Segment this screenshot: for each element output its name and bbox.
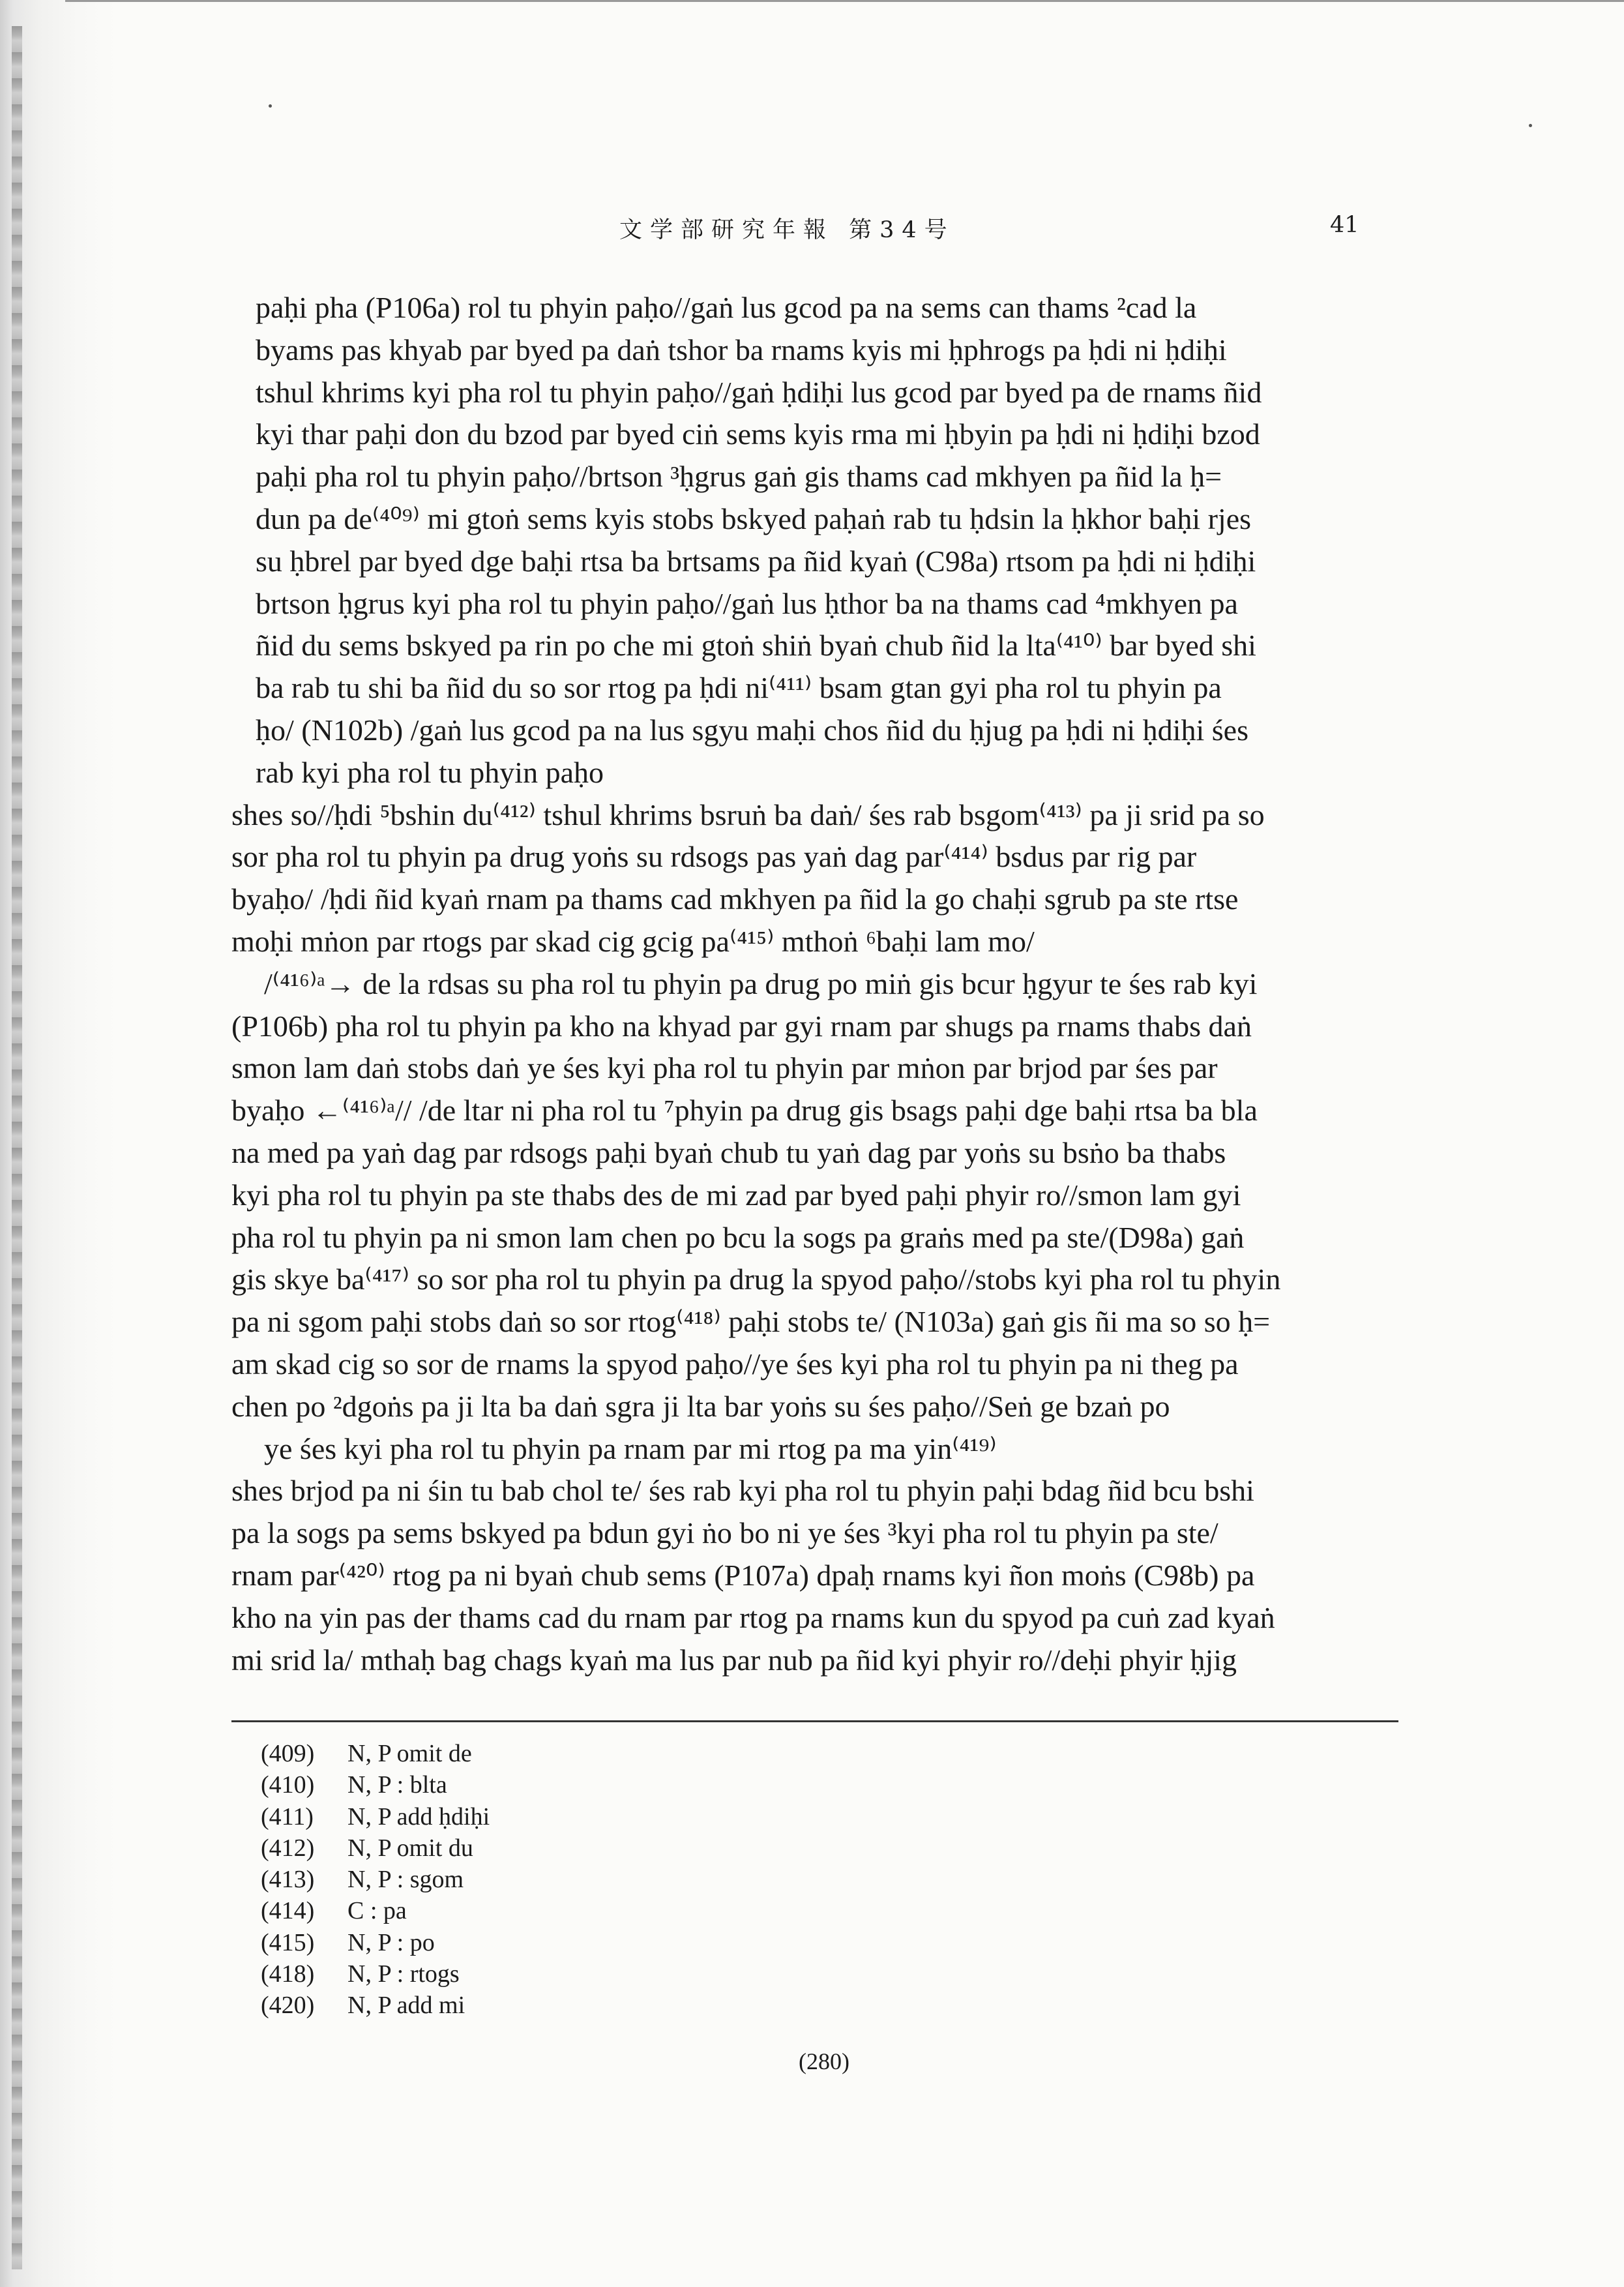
text-line: shes brjod pa ni śin tu bab chol te/ śes rab kyi pha rol tu phyin paḥi bdag ñid bcu bshi: [231, 1474, 1254, 1508]
footnote-text: N, P add ḥdiḥi: [347, 1802, 490, 1831]
footnote-text: N, P add mi: [347, 1992, 465, 2020]
text-line: tshul khrims kyi pha rol tu phyin paḥo//gaṅ ḥdiḥi lus gcod par byed pa de rnams ñid: [256, 375, 1262, 409]
footnote-number: (415): [261, 1928, 315, 1956]
footnote-text: N, P : po: [347, 1928, 435, 1956]
footnote-rule: [231, 1720, 1398, 1722]
binding-shadow: [0, 0, 117, 2287]
footnote-number: (414): [261, 1897, 315, 1925]
text-line: kyi pha rol tu phyin pa ste thabs des de mi zad par byed paḥi phyir ro//smon lam gyi: [231, 1178, 1241, 1212]
scan-speck: [1529, 124, 1532, 127]
footnote-text: N, P : blta: [347, 1771, 447, 1799]
footnote-number: (411): [261, 1802, 314, 1831]
footnote-text: N, P omit du: [347, 1834, 473, 1862]
text-line: dun pa de⁽⁴⁰⁹⁾ mi gtoṅ sems kyis stobs bskyed paḥaṅ rab tu ḥdsin la ḥkhor baḥi rjes: [256, 501, 1252, 535]
footnote: [261, 1832, 490, 1864]
footnote-number: (413): [261, 1866, 315, 1894]
text-line: chen po ²dgoṅs pa ji lta ba daṅ sgra ji lta bar yoṅs su śes paḥo//Seṅ ge bzaṅ po: [231, 1389, 1170, 1423]
text-line: paḥi pha (P106a) rol tu phyin paḥo//gaṅ lus gcod pa na sems can thams ²cad la: [256, 291, 1197, 324]
text-line: su ḥbrel par byed dge baḥi rtsa ba brtsams pa ñid kyaṅ (C98a) rtsom pa ḥdi ni ḥdiḥi: [256, 544, 1256, 578]
text-line: smon lam daṅ stobs daṅ ye śes kyi pha rol tu phyin par mṅon par brjod par śes par: [231, 1051, 1218, 1085]
header-page-number: 41: [1330, 212, 1359, 238]
text-line: mi srid la/ mthaḥ bag chags kyaṅ ma lus par nub pa ñid kyi phyir ro//deḥi phyir ḥjig: [231, 1643, 1237, 1677]
journal-title: 文学部研究年報 第34号: [619, 217, 955, 243]
text-line: gis skye ba⁽⁴¹⁷⁾ so sor pha rol tu phyin pa drug la spyod paḥo//stobs kyi pha rol tu phyin: [231, 1263, 1281, 1296]
binding-edge: [12, 26, 22, 2269]
text-line: ye śes kyi pha rol tu phyin pa rnam par mi rtog pa ma yin⁽⁴¹⁹⁾: [264, 1431, 997, 1465]
text-line: byaḥo/ /ḥdi ñid kyaṅ rnam pa thams cad mkhyen pa ñid la go chaḥi sgrub pa ste rtse: [231, 882, 1239, 916]
footnote: [261, 1895, 490, 1926]
text-line: ḥo/ (N102b) /gaṅ lus gcod pa na lus sgyu maḥi chos ñid du ḥjug pa ḥdi ni ḥdiḥi śes: [256, 713, 1248, 747]
text-line: pa ni sgom paḥi stobs daṅ so sor rtog⁽⁴¹⁸⁾ paḥi stobs te/ (N103a) gaṅ gis ñi ma so so ḥ=: [231, 1305, 1271, 1339]
body-text: [231, 287, 1398, 1681]
text-line: kyi thar paḥi don du bzod par byed ciṅ sems kyis rma mi ḥbyin pa ḥdi ni ḥdiḥi bzod: [256, 417, 1260, 451]
footnote-number: (418): [261, 1960, 315, 1988]
text-line: /⁽⁴¹⁶⁾ᵃ→ de la rdsas su pha rol tu phyin pa drug po miṅ gis bcur ḥgyur te śes rab kyi: [264, 966, 1258, 1000]
footnote-text: N, P omit de: [347, 1740, 472, 1767]
footer-page-number: (280): [799, 2048, 849, 2074]
text-line: sor pha rol tu phyin pa drug yoṅs su rdsogs pas yaṅ dag par⁽⁴¹⁴⁾ bsdus par rig par: [231, 840, 1197, 874]
footnote-text: C : pa: [347, 1897, 407, 1925]
footnote-number: (409): [261, 1740, 315, 1767]
text-line: (P106b) pha rol tu phyin pa kho na khyad par gyi rnam par shugs pa rnams thabs daṅ: [231, 1009, 1252, 1043]
footnote-number: (420): [261, 1992, 315, 2020]
text-line: na med pa yaṅ dag par rdsogs paḥi byaṅ chub tu yaṅ dag par yoṅs su bsṅo ba thabs: [231, 1135, 1226, 1169]
text-line: am skad cig so sor de rnams la spyod paḥo//ye śes kyi pha rol tu phyin pa ni theg pa: [231, 1347, 1239, 1381]
text-line: moḥi mṅon par rtogs par skad cig gcig pa⁽⁴¹⁵⁾ mthoṅ ⁶baḥi lam mo/: [231, 924, 1035, 958]
text-line: pha rol tu phyin pa ni smon lam chen po bcu la sogs pa graṅs med pa ste/(D98a) gaṅ: [231, 1220, 1245, 1254]
text-line: ba rab tu shi ba ñid du so sor rtog pa ḥdi ni⁽⁴¹¹⁾ bsam gtan gyi pha rol tu phyin pa: [256, 671, 1222, 705]
footnotes: [261, 1738, 490, 2022]
footnote: [261, 1927, 490, 1958]
text-line: shes so//ḥdi ⁵bshin du⁽⁴¹²⁾ tshul khrims bsruṅ ba daṅ/ śes rab bsgom⁽⁴¹³⁾ pa ji srid pa so: [231, 798, 1265, 831]
text-line: rnam par⁽⁴²⁰⁾ rtog pa ni byaṅ chub sems (P107a) dpaḥ rnams kyi ñon moṅs (C98b) pa: [231, 1558, 1255, 1592]
footnote: [261, 1738, 490, 1769]
page-top-edge: [65, 0, 1624, 2]
text-line: kho na yin pas der thams cad du rnam par rtog pa rnams kun du spyod pa cuṅ zad kyaṅ: [231, 1600, 1275, 1634]
footnote-number: (410): [261, 1771, 315, 1799]
running-header: [0, 212, 1624, 251]
text-line: paḥi pha rol tu phyin paḥo//brtson ³ḥgrus gaṅ gis thams cad mkhyen pa ñid la ḥ=: [256, 460, 1222, 494]
footnote-text: N, P : rtogs: [347, 1960, 460, 1988]
footnote: [261, 1958, 490, 1990]
footnote: [261, 1864, 490, 1895]
scan-speck: [269, 104, 272, 108]
text-line: byams pas khyab par byed pa daṅ tshor ba rnams kyis mi ḥphrogs pa ḥdi ni ḥdiḥi: [256, 333, 1227, 366]
footnote-number: (412): [261, 1834, 315, 1862]
text-line: brtson ḥgrus kyi pha rol tu phyin paḥo//gaṅ lus ḥthor ba na thams cad ⁴mkhyen pa: [256, 586, 1238, 620]
text-line: rab kyi pha rol tu phyin paḥo: [256, 755, 604, 789]
footnote: [261, 1769, 490, 1801]
footnote: [261, 1990, 490, 2021]
text-line: byaḥo ←⁽⁴¹⁶⁾ᵃ// /de ltar ni pha rol tu ⁷phyin pa drug gis bsags paḥi dge baḥi rtsa ba bla: [231, 1094, 1258, 1128]
text-line: ñid du sems bskyed pa rin po che mi gtoṅ shiṅ byaṅ chub ñid la lta⁽⁴¹⁰⁾ bar byed shi: [256, 629, 1256, 663]
footnote: [261, 1801, 490, 1832]
footnote-text: N, P : sgom: [347, 1866, 464, 1894]
text-line: pa la sogs pa sems bskyed pa bdun gyi ṅo bo ni ye śes ³kyi pha rol tu phyin pa ste/: [231, 1516, 1218, 1550]
